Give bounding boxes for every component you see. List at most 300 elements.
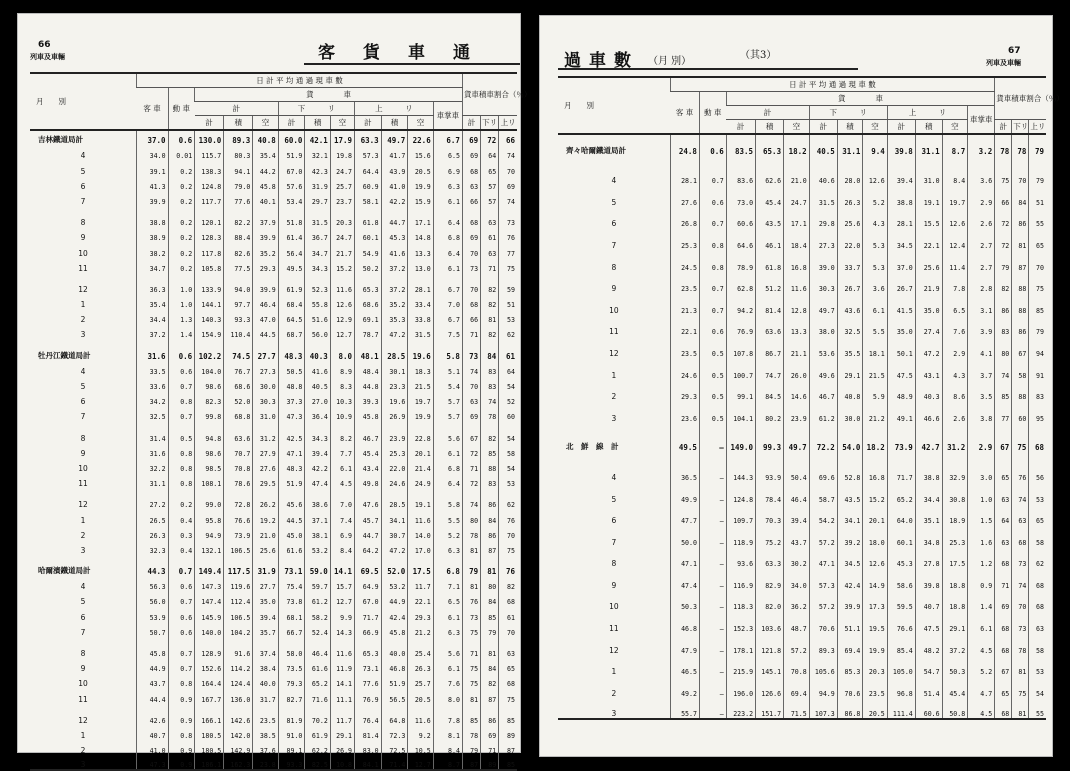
table-cell: 55.8 [305,294,330,309]
table-cell: 39.9 [837,590,863,612]
table-cell: 17.5 [408,555,433,576]
table-cell: 52 [499,391,517,406]
table-cell: 70.2 [305,704,330,725]
table-cell: 31.5 [809,185,837,207]
month-label: 5 [80,382,86,391]
table-cell: 86 [995,293,1012,315]
table-cell: 6.7 [433,309,462,324]
table-cell: 58 [1029,633,1046,655]
table-cell: 51 [499,294,517,309]
table-cell: 59.0 [305,555,330,576]
col-header: 計 [726,120,755,135]
month-label: 8 [80,433,86,443]
table-cell: 84 [1012,185,1029,207]
table-cell: 60.1 [887,525,915,547]
month-label: 1 [611,667,617,677]
table-cell: 88.4 [224,227,253,242]
table-cell: 15.9 [408,191,433,206]
table-row [30,740,517,755]
table-cell: 65 [1029,504,1046,526]
passenger-car-header: 客 車 [137,88,168,131]
table-cell: 60 [1012,401,1029,423]
table-cell: 57 [481,176,499,191]
left-title: 客貨車通 [318,43,498,63]
table-cell: 79 [1029,134,1046,156]
table-row [558,185,1046,207]
table-cell: 82 [481,673,499,688]
table-cell: 9.9 [330,606,354,621]
table-cell: 5.2 [968,655,995,677]
table-cell: 128.3 [195,227,224,242]
table-cell: 81 [1012,655,1029,677]
table-cell: 83 [1029,380,1046,402]
table-cell: 99.8 [195,406,224,421]
table-row [558,401,1046,423]
table-cell: 6.1 [433,191,462,206]
table-row [30,673,517,688]
table-cell: 39.8 [887,134,915,156]
ratio-col-header: 上リ [499,116,517,131]
table-cell: 12.6 [863,547,887,569]
month-label: 11 [78,263,88,273]
table-cell: 24.7 [330,160,354,175]
table-cell: 68 [1012,525,1029,547]
table-row [558,568,1046,590]
table-cell: 5.7 [433,391,462,406]
table-cell: 65 [1029,228,1046,250]
month-label: 7 [611,537,617,547]
table-cell: 5.8 [433,488,462,509]
table-cell: 25.3 [670,228,699,250]
table-cell: 0.8 [168,391,195,406]
table-subtotal-row [30,130,517,145]
table-cell: 145.1 [756,655,784,677]
table-cell: 22.1 [670,315,699,337]
table-cell: 5.5 [433,509,462,524]
table-cell: 78.4 [756,482,784,504]
table-cell: 47.0 [253,309,278,324]
daily-average-header: 日 計 平 均 通 過 現 車 數 [670,77,995,92]
table-cell: 47.6 [355,488,382,509]
month-label: 12 [78,500,88,510]
table-cell: 31.7 [253,688,278,703]
table-cell: 94.8 [195,421,224,442]
table-cell: 68 [462,206,480,227]
month-label: 7 [611,240,617,250]
table-cell: 19.7 [408,391,433,406]
table-cell: 35.2 [381,294,408,309]
table-cell: 32.3 [137,540,168,555]
month-header: 月 別 [30,73,137,130]
freight-car-header: 貨 車 [726,92,994,106]
table-cell: 83.5 [726,134,755,156]
table-cell: 42.6 [137,704,168,725]
table-cell: 38.2 [137,242,168,257]
month-label: 11 [609,327,619,337]
table-row [30,309,517,324]
month-label: 4 [80,582,86,592]
table-subtotal-row [558,134,1046,156]
table-row [558,358,1046,380]
table-cell: 42.2 [305,458,330,473]
month-label: 1 [80,730,86,740]
table-cell: 58.0 [278,637,305,658]
table-cell: — [699,482,726,504]
table-cell: 6.7 [433,273,462,294]
table-cell: 87 [481,540,499,555]
month-label: 3 [611,709,617,719]
month-label: 4 [611,472,617,482]
table-cell: 74 [499,191,517,206]
table-cell: 108.1 [195,473,224,488]
month-label: 2 [611,392,617,402]
table-cell: 14.1 [330,673,354,688]
table-cell: 64 [995,504,1012,526]
table-cell: 51.9 [278,145,305,160]
col-header: 空 [863,120,887,135]
month-label: 4 [80,366,86,376]
right-part-label: （其3） [740,50,777,61]
table-cell: 106.5 [224,606,253,621]
table-cell: 53 [1029,482,1046,504]
table-cell: 76.6 [224,509,253,524]
table-row [558,380,1046,402]
table-cell: 54 [499,458,517,473]
table-cell: 63 [462,391,480,406]
table-cell: 25.7 [330,176,354,191]
table-cell: 76.6 [887,611,915,633]
table-cell: 0.2 [168,227,195,242]
table-cell: 5.4 [433,376,462,391]
table-cell: 11.7 [330,704,354,725]
table-cell: 39.4 [253,606,278,621]
table-cell: 68 [462,160,480,175]
table-cell: 68 [995,698,1012,720]
table-cell: 34.2 [137,391,168,406]
table-cell: 53 [1029,655,1046,677]
table-cell: 57.6 [278,176,305,191]
table-cell: 8.0 [330,339,354,360]
table-cell: 25.6 [837,207,863,229]
table-cell: 51.9 [381,673,408,688]
table-cell: 223.2 [726,698,755,720]
table-cell: 41.3 [137,176,168,191]
table-cell: 2.9 [968,423,995,453]
table-cell: 51.4 [915,676,942,698]
table-row [558,676,1046,698]
table-cell: 8.4 [330,540,354,555]
table-cell: 44.2 [253,160,278,175]
table-cell: 19.8 [330,145,354,160]
table-cell: 56.3 [137,576,168,591]
table-cell: — [699,655,726,677]
table-row [30,658,517,673]
table-cell: 2.6 [942,401,968,423]
table-cell: 76.9 [355,688,382,703]
table-cell: 30.3 [253,391,278,406]
table-cell: 67 [462,421,480,442]
table-cell: 0.9 [168,755,195,770]
table-cell: 34.3 [305,421,330,442]
table-cell: 53.4 [278,191,305,206]
table-cell: 0.8 [168,443,195,458]
table-cell: 30.7 [381,525,408,540]
col-header: 積 [915,120,942,135]
district-label: 吉林鐵道局計 [30,130,137,145]
table-cell: 6.8 [433,458,462,473]
table-cell: 32.9 [942,452,968,482]
table-cell: 70 [499,622,517,637]
table-cell: 99.1 [726,380,755,402]
table-row [558,250,1046,272]
table-cell: 0.6 [168,622,195,637]
table-cell: 68.4 [278,294,305,309]
table-cell: 86 [1012,315,1029,337]
table-cell: 52.4 [305,622,330,637]
table-cell: 70.6 [809,611,837,633]
table-cell: 46.1 [756,228,784,250]
table-cell: 84 [481,509,499,524]
table-row [30,227,517,242]
table-cell: 66 [995,185,1012,207]
table-cell: 4.5 [968,698,995,720]
table-cell: 11.4 [942,250,968,272]
table-cell: 93.3 [278,755,305,770]
table-cell: 22.6 [408,130,433,145]
table-row [558,228,1046,250]
table-cell: 109.7 [726,504,755,526]
table-cell: 25.6 [253,540,278,555]
table-cell: 3.0 [968,452,995,482]
table-cell: 94.0 [224,273,253,294]
month-label: 10 [78,248,88,258]
table-row [558,698,1046,720]
table-cell: 44.9 [381,591,408,606]
table-cell: 26.9 [381,406,408,421]
table-cell: 21.9 [915,272,942,294]
table-cell: 14.0 [408,525,433,540]
table-cell: 41.5 [887,293,915,315]
left-title-rule [304,63,520,65]
table-cell: 67.0 [278,160,305,175]
table-cell: 85 [1029,293,1046,315]
table-cell: 67.0 [355,591,382,606]
table-cell: 84 [481,591,499,606]
table-cell: 49.8 [355,473,382,488]
table-cell: 0.9 [168,688,195,703]
table-cell: 76.9 [726,315,755,337]
table-cell: 86.7 [756,336,784,358]
table-row [30,725,517,740]
table-cell: 48.1 [355,339,382,360]
table-cell: 30.3 [809,272,837,294]
table-cell: 0.6 [168,606,195,621]
table-cell: 46.5 [670,655,699,677]
table-cell: 51.9 [278,473,305,488]
table-cell: 5.6 [433,421,462,442]
table-cell: 21.0 [784,156,810,186]
table-cell: 65.3 [355,637,382,658]
table-cell: 63 [481,206,499,227]
table-row [30,525,517,540]
month-label: 2 [80,315,86,325]
table-row [30,540,517,555]
table-cell: 1.4 [968,590,995,612]
table-cell: 68 [499,591,517,606]
table-cell: 83 [481,376,499,391]
table-cell: 84 [481,658,499,673]
table-cell: 82.0 [756,590,784,612]
table-cell: 8.2 [330,421,354,442]
table-cell: 61 [499,339,517,360]
table-cell: 31.2 [942,423,968,453]
table-cell: 41.6 [305,361,330,376]
table-cell: 16.8 [784,250,810,272]
table-cell: 94.9 [195,525,224,540]
table-cell: 52.0 [381,555,408,576]
table-cell: 0.6 [699,315,726,337]
table-cell: 26.8 [670,207,699,229]
table-cell: 95.8 [195,509,224,524]
table-cell: 86.8 [837,698,863,720]
table-cell: 32.2 [137,458,168,473]
month-label: 12 [609,645,619,655]
table-row [30,206,517,227]
table-cell: 34.5 [837,547,863,569]
table-cell: 49.5 [670,423,699,453]
table-cell: 69 [462,145,480,160]
table-cell: 44.4 [137,688,168,703]
table-cell: 104.0 [195,361,224,376]
table-cell: 63 [499,637,517,658]
table-cell: 60.1 [355,227,382,242]
table-cell: 81.4 [756,293,784,315]
table-cell: 80.2 [756,401,784,423]
table-cell: 40.1 [253,191,278,206]
table-cell: 53.6 [809,336,837,358]
table-cell: 6.9 [433,160,462,175]
table-cell: 68 [1029,568,1046,590]
table-cell: 47.4 [305,473,330,488]
table-cell: 19.6 [381,391,408,406]
table-cell: 49.7 [809,293,837,315]
table-cell: 45.8 [253,176,278,191]
table-cell: 21.7 [330,242,354,257]
freight-car-header: 貨 車 [195,88,463,102]
table-cell: 88 [481,458,499,473]
table-cell: 28.5 [381,339,408,360]
table-cell: 79.3 [278,673,305,688]
table-cell: 19.1 [915,185,942,207]
table-cell: 79 [1029,156,1046,186]
table-cell: 76.4 [355,704,382,725]
table-cell: 44.5 [278,509,305,524]
table-row [558,655,1046,677]
table-cell: 112.4 [224,591,253,606]
table-cell: 29.8 [809,207,837,229]
table-cell: 152.3 [726,611,755,633]
month-label: 3 [611,413,617,423]
table-cell: 60.6 [726,207,755,229]
table-cell: 102.2 [195,339,224,360]
table-cell: 40.7 [137,725,168,740]
table-cell: 26.3 [837,185,863,207]
month-label: 5 [611,494,617,504]
table-cell: 167.7 [195,688,224,703]
table-cell: 23.5 [670,272,699,294]
table-cell: 144.3 [726,452,755,482]
table-cell: 31.9 [253,555,278,576]
table-cell: 45.0 [278,525,305,540]
table-cell: 29.3 [253,258,278,273]
table-cell: 33.8 [408,309,433,324]
down-header: 下 リ [278,102,354,116]
table-cell: 62.6 [756,156,784,186]
table-cell: 0.7 [168,637,195,658]
table-cell: 84 [481,339,499,360]
table-cell: 76.7 [224,361,253,376]
table-cell: 31.1 [915,134,942,156]
table-cell: 166.1 [195,704,224,725]
table-cell: 19.9 [408,176,433,191]
month-label: 6 [611,516,617,526]
table-cell: 19.1 [408,488,433,509]
table-cell: 152.6 [195,658,224,673]
table-cell: 51.8 [278,206,305,227]
table-cell: 24.6 [670,358,699,380]
table-cell: 53 [499,473,517,488]
month-label: 4 [611,176,617,186]
table-cell: 82.6 [224,242,253,257]
table-cell: 60.6 [915,698,942,720]
table-cell: 35.4 [253,145,278,160]
table-cell: 68 [462,294,480,309]
table-cell: 14.1 [330,555,354,576]
table-row [30,242,517,257]
table-cell: 27.3 [809,228,837,250]
table-cell: 36.2 [784,590,810,612]
month-label: 7 [80,196,86,206]
table-cell: 89 [499,725,517,740]
table-cell: 111.4 [887,698,915,720]
table-cell: 99.3 [756,423,784,453]
table-cell: 18.0 [863,525,887,547]
table-cell: 14.8 [408,227,433,242]
table-cell: 75 [462,673,480,688]
table-cell: 81 [1012,228,1029,250]
table-cell: 64.4 [355,160,382,175]
table-cell: 9.4 [863,134,887,156]
table-cell: 50.0 [670,525,699,547]
table-cell: 47.1 [278,443,305,458]
table-cell: 0.5 [699,380,726,402]
table-cell: 38.8 [887,185,915,207]
table-cell: 48.9 [887,380,915,402]
table-cell: 21.1 [784,336,810,358]
table-cell: 63.3 [355,130,382,145]
table-cell: 79 [462,555,480,576]
table-cell: 6.5 [433,591,462,606]
table-cell: 19.7 [942,185,968,207]
table-cell: 70.8 [784,655,810,677]
table-cell: 80 [462,509,480,524]
table-cell: 46.8 [670,611,699,633]
table-cell: 70 [1029,250,1046,272]
table-cell: 13.0 [408,258,433,273]
table-cell: 0.7 [699,156,726,186]
table-cell: 15.2 [863,482,887,504]
table-row [30,488,517,509]
